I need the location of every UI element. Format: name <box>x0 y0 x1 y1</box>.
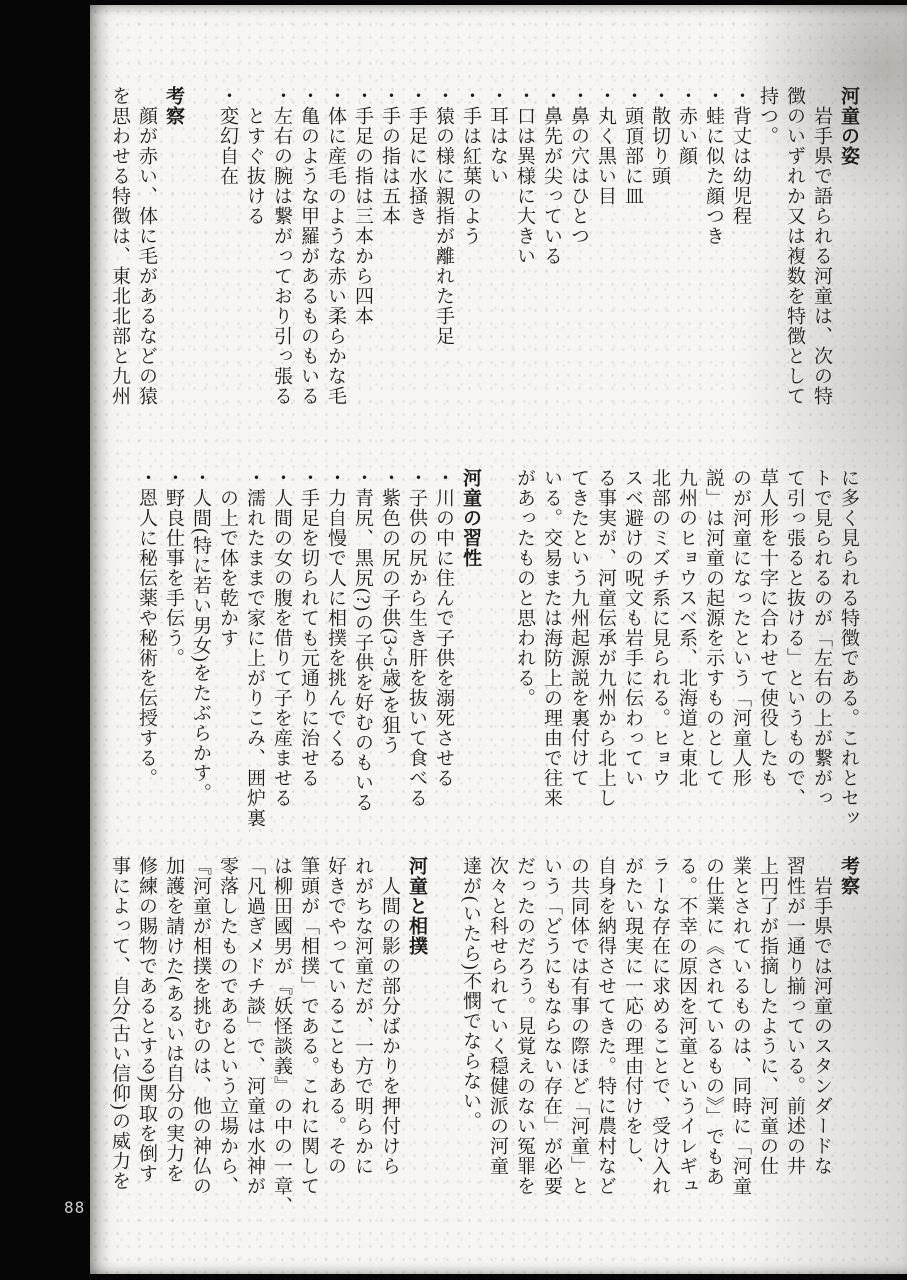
text-column: ・手足に水掻き <box>406 86 427 226</box>
text-column: 自身を納得させてきた。特に農村など <box>595 856 616 1196</box>
text-column: の仕業に《されているもの》」でもあ <box>703 856 724 1187</box>
text-column: 岩手県で語られる河童は、次の特 <box>811 86 832 406</box>
text-column: に多く見られる特徴である。これとセッ <box>838 468 859 828</box>
text-column: ・赤い顔 <box>676 86 697 166</box>
text-column: を思わせる特徴は、東北北部と九州 <box>109 86 130 406</box>
page-number: 88 <box>64 1198 86 1217</box>
text-column: があったものと思われる。 <box>514 468 535 708</box>
text-column: 零落したものであるという立場から、 <box>217 856 238 1196</box>
text-column: 九州のヒョウスベ系、北海道と東北 <box>676 468 697 788</box>
text-column: 北部のミズチ系に見られる。ヒョウ <box>649 468 670 788</box>
text-column: 達が(いたら)不憫でならない。 <box>460 856 481 1131</box>
text-column: 『河童が相撲を挑むのは、他の神仏の <box>190 856 211 1196</box>
text-column: ・恩人に秘伝薬や秘術を伝授する。 <box>136 468 157 788</box>
text-column: の上で体を乾かす <box>217 468 238 648</box>
text-column: ・人間の女の腹を借りて子を産ませる <box>271 468 292 808</box>
text-column: ・青尻、黒尻(?)の子供を好むのもいる <box>352 468 373 813</box>
text-column: ・力自慢で人に相撲を挑んでくる <box>325 468 346 768</box>
text-column: ・耳はない <box>487 86 508 186</box>
text-column: 筆頭が「相撲」である。これに関して <box>298 856 319 1196</box>
text-column: ・野良仕事を手伝う。 <box>163 468 184 668</box>
text-column: 次々と科せられていく穏健派の河童 <box>487 856 508 1176</box>
text-column: れがちな河童だが、一方で明らかに <box>352 856 373 1176</box>
text-column: る。不幸の原因を河童というイレギュ <box>676 856 697 1196</box>
text-column: ・丸く黒い目 <box>595 86 616 206</box>
text-column: ・亀のような甲羅があるものもいる <box>298 86 319 406</box>
text-column: 人間の影の部分ばかりを押付けら <box>379 856 400 1176</box>
text-column: ・口は異様に大きい <box>514 86 535 266</box>
text-column: スベ避けの呪文も岩手に伝わってい <box>622 468 643 788</box>
text-column: ・背丈は幼児程 <box>730 86 751 226</box>
text-column: ・猿の様に親指が離れた手足 <box>433 86 454 346</box>
column-gap <box>484 468 511 848</box>
section-kappa-consideration-sumo <box>106 856 862 1236</box>
text-column: 顔が赤い、体に毛があるなどの猿 <box>136 86 157 406</box>
text-column: ・蛙に似た顔つき <box>703 86 724 246</box>
text-column: ・左右の腕は繋がっており引っ張る <box>271 86 292 406</box>
text-column: ・紫色の尻の子供(3~5歳)を狙う <box>379 468 400 755</box>
text-column: ・鼻先が尖っている <box>541 86 562 266</box>
text-column: 好きでやっていることもある。その <box>325 856 346 1176</box>
text-column: 「凡過ぎメドチ談」で、河童は水神が <box>244 856 265 1196</box>
text-column: の共同体では有事の際ほど「河童」と <box>568 856 589 1196</box>
text-column: トで見られるのが「左右の上が繋がっ <box>811 468 832 808</box>
text-column: ・手の指は五本 <box>379 86 400 226</box>
text-column: は柳田國男が『妖怪談義』の中の一章、 <box>271 856 292 1216</box>
text-column: 事によって、自分(古い信仰)の威力を <box>109 856 130 1191</box>
text-column: る事実が、河童伝承が九州から北上し <box>595 468 616 808</box>
section-heading: 河童の姿 <box>838 86 859 166</box>
text-column: ・子供の尻から生き肝を抜いて食べる <box>406 468 427 808</box>
section-heading: 河童の習性 <box>460 468 481 568</box>
text-column: ・散切り頭 <box>649 86 670 186</box>
text-column: ・人間(特に若い男女)をたぶらかす。 <box>190 468 211 803</box>
text-column: 習性が一通り揃っている。前述の井 <box>784 856 805 1176</box>
text-column: 持つ。 <box>757 86 778 146</box>
text-column: ・手足の指は三本から四本 <box>352 86 373 326</box>
text-column: のが河童になったという「河童人形 <box>730 468 751 788</box>
text-column: ・手足を切られても元通りに治せる <box>298 468 319 788</box>
section-heading: 考察 <box>838 856 859 896</box>
text-column: 徴のいずれか又は複数を特徴として <box>784 86 805 406</box>
section-heading: 河童と相撲 <box>406 856 427 956</box>
text-column: て引っ張ると抜ける」というもので、 <box>784 468 805 808</box>
text-column: 加護を請けた(あるいは自分の実力を <box>163 856 184 1184</box>
paper-page <box>90 5 907 1274</box>
text-column: とすぐ抜ける <box>244 86 265 226</box>
text-column: ・川の中に住んで子供を溺死させる <box>433 468 454 788</box>
text-column: ラーな存在に求めることで、受け入れ <box>649 856 670 1196</box>
text-column: 草人形を十字に合わせて使役したも <box>757 468 778 788</box>
text-column: いう「どうにもならない存在」が必要 <box>541 856 562 1196</box>
text-column: 岩手県では河童のスタンダードな <box>811 856 832 1176</box>
text-column: ・手は紅葉のよう <box>460 86 481 246</box>
column-gap <box>187 86 214 466</box>
text-column: ・濡れたままで家に上がりこみ、囲炉裏 <box>244 468 265 828</box>
text-column: いる。交易または海防上の理由で往来 <box>541 468 562 808</box>
text-column: 修練の賜物であるとする)関取を倒す <box>136 856 157 1184</box>
text-column: てきたという九州起源説を裏付けて <box>568 468 589 788</box>
text-column: ・体に産毛のような赤い柔らかな毛 <box>325 86 346 406</box>
text-column: 説」は河童の起源を示すものとして <box>703 468 724 788</box>
section-heading: 考察 <box>163 86 184 126</box>
text-column: 上円了が指摘したように、河童の仕 <box>757 856 778 1176</box>
section-kappa-habits <box>133 468 862 848</box>
text-column: がたい現実に一応の理由付けをし、 <box>622 856 643 1176</box>
section-kappa-appearance <box>106 86 862 466</box>
text-column: ・変幻自在 <box>217 86 238 186</box>
text-column: ・頭頂部に皿 <box>622 86 643 206</box>
text-column: 業とされているものは、同時に「河童 <box>730 856 751 1196</box>
text-column: だったのだろう。見覚えのない冤罪を <box>514 856 535 1196</box>
column-gap <box>430 856 457 1236</box>
text-column: ・鼻の穴はひとつ <box>568 86 589 246</box>
